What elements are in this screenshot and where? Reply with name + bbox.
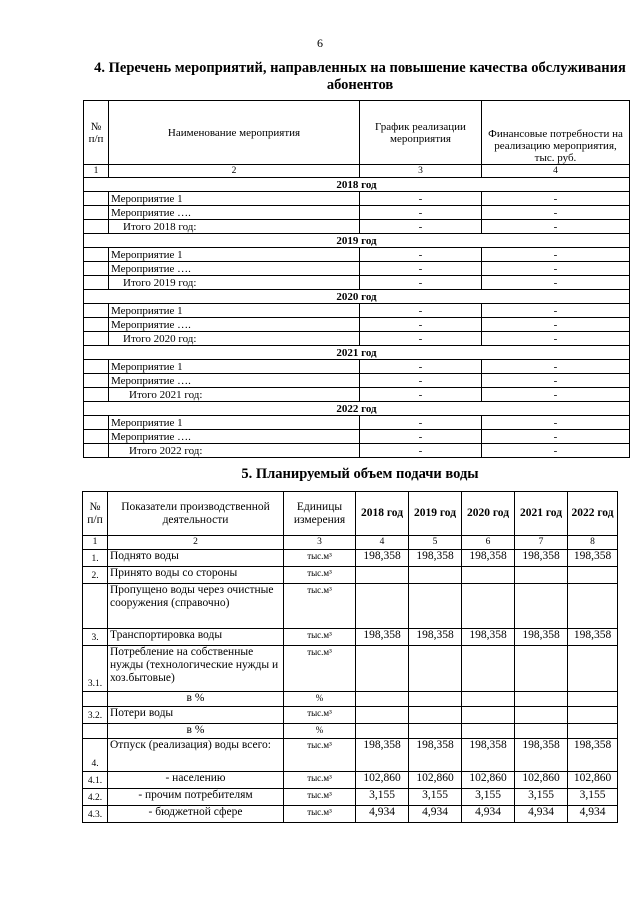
value-cell: 198,358 [462,739,515,772]
value-cell: 4,934 [515,806,568,823]
value-cell: 102,860 [462,772,515,789]
event-schedule: - [360,332,482,346]
event-finance: - [482,360,630,374]
row-num [84,304,109,318]
table-row [83,789,618,806]
header-schedule: График реализации мероприятия [360,101,482,165]
event-name: Итого 2021 год: [109,388,360,402]
event-finance: - [482,248,630,262]
row-num: 4.2. [83,789,108,806]
year-label: 2018 год [84,178,630,192]
table-row [84,206,630,220]
year-label: 2019 год [84,234,630,248]
unit: тыс.м³ [284,550,356,567]
value-cell [462,567,515,584]
value-cell: 198,358 [356,550,409,567]
event-finance: - [482,220,630,234]
table-row [83,692,618,707]
event-finance: - [482,304,630,318]
event-schedule: - [360,192,482,206]
value-cell [462,707,515,724]
col-number: 3 [284,536,356,550]
value-cell [462,646,515,692]
unit: % [284,724,356,739]
col-number: 2 [108,536,284,550]
event-schedule: - [360,262,482,276]
table-row [84,430,630,444]
row-num [84,360,109,374]
year-label: 2020 год [84,290,630,304]
event-name: Мероприятие 1 [109,248,360,262]
value-cell [515,567,568,584]
table-row [84,220,630,234]
year-label: 2021 год [84,346,630,360]
row-num [84,374,109,388]
row-num: 4.1. [83,772,108,789]
value-cell: 198,358 [515,550,568,567]
unit: тыс.м³ [284,567,356,584]
event-finance: - [482,206,630,220]
year-row [84,178,630,192]
event-schedule: - [360,276,482,290]
indicator-name: Пропущено воды через очистные сооружения (справочно) [108,584,284,629]
value-cell: 198,358 [409,629,462,646]
value-cell [356,707,409,724]
value-cell: 4,934 [409,806,462,823]
unit: тыс.м³ [284,629,356,646]
unit: тыс.м³ [284,646,356,692]
event-finance: - [482,332,630,346]
event-schedule: - [360,206,482,220]
event-name: Мероприятие …. [109,430,360,444]
year-label: 2022 год [84,402,630,416]
unit: тыс.м³ [284,707,356,724]
table-row [84,304,630,318]
value-cell: 3,155 [409,789,462,806]
value-cell [568,724,618,739]
indicator-name: Потери воды [108,707,284,724]
event-finance: - [482,416,630,430]
table-row [84,248,630,262]
indicator-name: - бюджетной сфере [108,806,284,823]
indicator-name: Отпуск (реализация) воды всего: [108,739,284,772]
year-row [84,346,630,360]
value-cell: 102,860 [568,772,618,789]
value-cell [568,584,618,629]
event-schedule: - [360,374,482,388]
header-num: № п/п [83,492,108,536]
value-cell [515,646,568,692]
table-row [83,584,618,629]
event-finance: - [482,276,630,290]
row-num [84,444,109,458]
header-num: № п/п [84,101,109,165]
year-row [84,402,630,416]
value-cell [409,567,462,584]
value-cell: 4,934 [568,806,618,823]
event-finance: - [482,430,630,444]
value-cell [515,584,568,629]
unit: тыс.м³ [284,584,356,629]
value-cell: 198,358 [409,739,462,772]
col-number: 4 [482,165,630,178]
table-row [83,806,618,823]
value-cell [356,692,409,707]
table-row [83,739,618,772]
row-num: 2. [83,567,108,584]
value-cell [409,707,462,724]
event-finance: - [482,192,630,206]
value-cell [356,646,409,692]
col-number: 2 [109,165,360,178]
value-cell: 4,934 [356,806,409,823]
col-number: 1 [83,536,108,550]
table-row [83,707,618,724]
value-cell: 3,155 [356,789,409,806]
value-cell: 198,358 [568,550,618,567]
value-cell: 198,358 [568,629,618,646]
event-name: Итого 2020 год: [109,332,360,346]
row-num: 4.3. [83,806,108,823]
unit: тыс.м³ [284,789,356,806]
event-name: Мероприятие 1 [109,416,360,430]
event-name: Мероприятие …. [109,374,360,388]
value-cell [462,724,515,739]
table-row [83,567,618,584]
col-number: 4 [356,536,409,550]
row-num [83,724,108,739]
table-row [84,332,630,346]
value-cell: 3,155 [462,789,515,806]
value-cell [568,707,618,724]
row-num [84,248,109,262]
table-row [84,374,630,388]
col-number: 1 [84,165,109,178]
row-num [83,692,108,707]
row-num [84,332,109,346]
table-row [83,724,618,739]
value-cell: 3,155 [515,789,568,806]
events-table [83,100,630,458]
row-num [84,416,109,430]
value-cell [568,646,618,692]
value-cell [568,567,618,584]
event-name: Итого 2022 год: [109,444,360,458]
header-year: 2019 год [409,492,462,536]
value-cell: 198,358 [515,739,568,772]
value-cell [409,692,462,707]
row-num [84,318,109,332]
indicator-name: в % [108,692,284,707]
event-name: Итого 2019 год: [109,276,360,290]
indicator-name: в % [108,724,284,739]
value-cell [462,584,515,629]
value-cell [356,724,409,739]
event-name: Мероприятие …. [109,318,360,332]
row-num: 4. [83,739,108,772]
value-cell [409,584,462,629]
table-row [83,772,618,789]
value-cell [356,584,409,629]
value-cell [515,692,568,707]
col-number: 3 [360,165,482,178]
year-row [84,234,630,248]
event-name: Мероприятие …. [109,262,360,276]
value-cell: 4,934 [462,806,515,823]
value-cell [515,724,568,739]
section5-title: 5. Планируемый объем подачи воды [241,466,479,482]
col-number: 8 [568,536,618,550]
header-year: 2020 год [462,492,515,536]
event-name: Итого 2018 год: [109,220,360,234]
value-cell: 198,358 [356,629,409,646]
value-cell [409,646,462,692]
header-finance: Финансовые потребности на реализацию мероприятия, тыс. руб. [482,101,630,165]
row-num [84,262,109,276]
row-num [84,206,109,220]
event-name: Мероприятие …. [109,206,360,220]
row-num [84,220,109,234]
table-row [84,360,630,374]
event-schedule: - [360,318,482,332]
value-cell: 198,358 [462,550,515,567]
event-schedule: - [360,444,482,458]
row-num: 3. [83,629,108,646]
indicator-name: Потребление на собственные нужды (технологические нужды и хоз.бытовые) [108,646,284,692]
event-finance: - [482,318,630,332]
event-schedule: - [360,360,482,374]
table-row [84,262,630,276]
section4-title: 4. Перечень мероприятий, направленных на повышение качества обслуживания абонентов [94,60,626,93]
value-cell [462,692,515,707]
event-finance: - [482,388,630,402]
table-row [84,276,630,290]
unit: тыс.м³ [284,772,356,789]
event-finance: - [482,262,630,276]
value-cell [409,724,462,739]
value-cell: 102,860 [515,772,568,789]
event-name: Мероприятие 1 [109,360,360,374]
value-cell: 198,358 [462,629,515,646]
header-year: 2021 год [515,492,568,536]
header-year: 2022 год [568,492,618,536]
value-cell: 102,860 [356,772,409,789]
value-cell [356,567,409,584]
event-schedule: - [360,304,482,318]
page-number: 6 [317,36,323,50]
row-num [84,388,109,402]
table-row [84,318,630,332]
unit: тыс.м³ [284,739,356,772]
indicator-name: Транспортировка воды [108,629,284,646]
indicator-name: Поднято воды [108,550,284,567]
row-num [84,430,109,444]
event-name: Мероприятие 1 [109,304,360,318]
row-num [84,276,109,290]
table-row [83,550,618,567]
value-cell: 102,860 [409,772,462,789]
event-schedule: - [360,220,482,234]
table-row [83,629,618,646]
event-schedule: - [360,388,482,402]
indicator-name: Принято воды со стороны [108,567,284,584]
event-schedule: - [360,430,482,444]
value-cell: 3,155 [568,789,618,806]
event-schedule: - [360,248,482,262]
event-schedule: - [360,416,482,430]
value-cell [515,707,568,724]
year-row [84,290,630,304]
table-row [84,388,630,402]
unit: тыс.м³ [284,806,356,823]
header-name: Наименование мероприятия [109,101,360,165]
event-finance: - [482,374,630,388]
indicator-name: - населению [108,772,284,789]
value-cell [568,692,618,707]
col-number: 7 [515,536,568,550]
col-number: 6 [462,536,515,550]
value-cell: 198,358 [356,739,409,772]
table-row [84,444,630,458]
row-num: 1. [83,550,108,567]
unit: % [284,692,356,707]
row-num [83,584,108,629]
row-num: 3.2. [83,707,108,724]
header-indicator: Показатели производственной деятельности [108,492,284,536]
water-volume-table [82,491,618,823]
col-number: 5 [409,536,462,550]
value-cell: 198,358 [409,550,462,567]
row-num [84,192,109,206]
event-name: Мероприятие 1 [109,192,360,206]
value-cell: 198,358 [568,739,618,772]
table-row [83,646,618,692]
event-finance: - [482,444,630,458]
value-cell: 198,358 [515,629,568,646]
row-num: 3.1. [83,646,108,692]
header-year: 2018 год [356,492,409,536]
header-unit: Единицы измерения [284,492,356,536]
indicator-name: - прочим потребителям [108,789,284,806]
table-row [84,416,630,430]
table-row [84,192,630,206]
